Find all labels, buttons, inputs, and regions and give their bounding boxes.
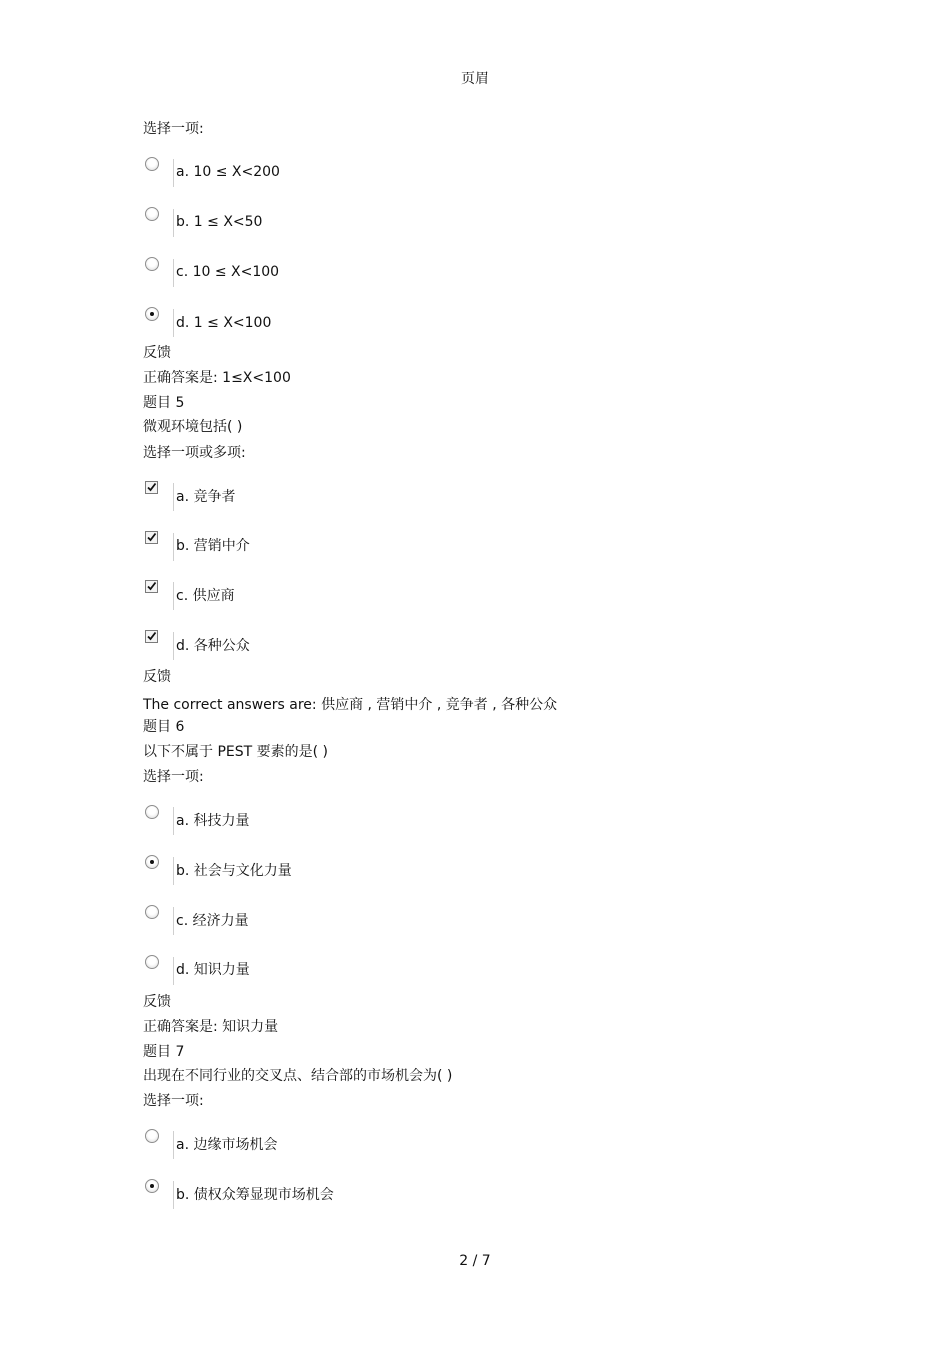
q5-option-a-checkbox[interactable] [143, 479, 173, 513]
q6-option-a-label: a. 科技力量 [176, 813, 250, 829]
radio-selected-icon [145, 1179, 159, 1193]
page-number: 2 / 7 [459, 1253, 491, 1269]
q5-correct-answers: The correct answers are: 供应商 , 营销中介 , 竞争者 , 各种公众 [143, 697, 558, 713]
q4-correct-answer: 正确答案是: 1≤X<100 [143, 370, 291, 386]
q5-question: 微观环境包括( ) [143, 419, 243, 435]
q6-correct-answer: 正确答案是: 知识力量 [143, 1019, 279, 1035]
q6-option-b-radio[interactable] [143, 853, 173, 887]
q6-option-c-radio[interactable] [143, 903, 173, 937]
q5-option-b-label: b. 营销中介 [176, 538, 250, 554]
q6-option-a-radio[interactable] [143, 803, 173, 837]
q5-option-c-checkbox[interactable] [143, 578, 173, 612]
checkbox-checked-icon [145, 531, 158, 544]
q5-option-d-label: d. 各种公众 [176, 638, 250, 654]
page-header: 页眉 [461, 71, 489, 87]
checkbox-checked-icon [145, 481, 158, 494]
q4-option-d-label: d. 1 ≤ X<100 [176, 315, 272, 331]
radio-icon [145, 1129, 159, 1143]
q6-question: 以下不属于 PEST 要素的是( ) [143, 744, 329, 760]
radio-icon [145, 207, 159, 221]
q4-option-a-radio[interactable] [143, 155, 173, 189]
q7-title: 题目 7 [143, 1044, 185, 1060]
q4-option-d-radio[interactable] [143, 305, 173, 339]
q7-question: 出现在不同行业的交叉点、结合部的市场机会为( ) [143, 1068, 453, 1084]
radio-selected-icon [145, 307, 159, 321]
q4-option-c-label: c. 10 ≤ X<100 [176, 264, 280, 280]
q5-option-d-checkbox[interactable] [143, 628, 173, 662]
q5-option-a-label: a. 竞争者 [176, 489, 236, 505]
radio-selected-icon [145, 855, 159, 869]
q6-option-d-label: d. 知识力量 [176, 962, 250, 978]
q6-feedback-label: 反馈 [143, 994, 171, 1010]
q4-option-c-radio[interactable] [143, 255, 173, 289]
radio-icon [145, 157, 159, 171]
q4-option-a-label: a. 10 ≤ X<200 [176, 164, 280, 180]
q4-option-b-radio[interactable] [143, 205, 173, 239]
radio-icon [145, 905, 159, 919]
q6-prompt: 选择一项: [143, 769, 204, 785]
q4-feedback-label: 反馈 [143, 345, 171, 361]
q7-option-b-label: b. 债权众筹显现市场机会 [176, 1187, 334, 1203]
q7-option-b-radio[interactable] [143, 1177, 173, 1211]
q5-option-c-label: c. 供应商 [176, 588, 235, 604]
q4-prompt: 选择一项: [143, 121, 204, 137]
q5-prompt: 选择一项或多项: [143, 445, 246, 461]
q6-option-c-label: c. 经济力量 [176, 913, 249, 929]
radio-icon [145, 805, 159, 819]
q6-option-b-label: b. 社会与文化力量 [176, 863, 292, 879]
q7-option-a-label: a. 边缘市场机会 [176, 1137, 278, 1153]
q5-feedback-label: 反馈 [143, 669, 171, 685]
checkbox-checked-icon [145, 580, 158, 593]
q6-title: 题目 6 [143, 719, 185, 735]
q4-option-b-label: b. 1 ≤ X<50 [176, 214, 263, 230]
radio-icon [145, 257, 159, 271]
radio-icon [145, 955, 159, 969]
q5-option-b-checkbox[interactable] [143, 529, 173, 563]
q5-title: 题目 5 [143, 395, 185, 411]
q6-option-d-radio[interactable] [143, 953, 173, 987]
checkbox-checked-icon [145, 630, 158, 643]
q7-prompt: 选择一项: [143, 1093, 204, 1109]
q7-option-a-radio[interactable] [143, 1127, 173, 1161]
